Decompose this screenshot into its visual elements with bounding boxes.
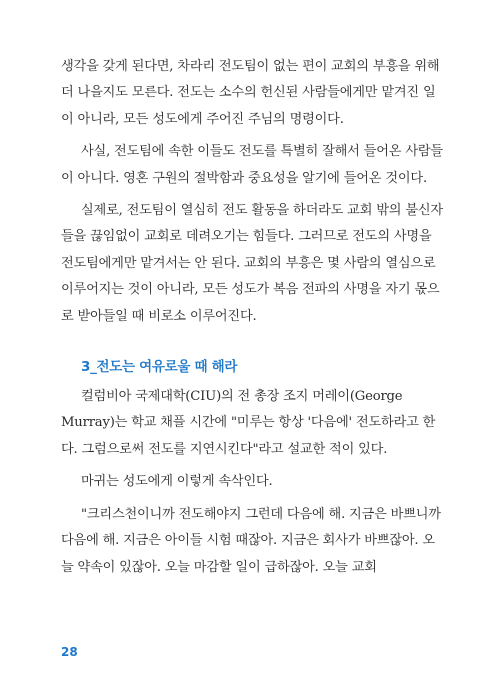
section-heading: 3_전도는 여유로울 때 해라 <box>81 359 238 376</box>
paragraph: 컬럼비아 국제대학(CIU)의 전 총장 조지 머레이(George Murray)는 학교 채플 시간에 "미루는 항상 '다음에' 전도하라고 한다. 그럼으로써 전도를 지연시킨다"라고 설교한 적이 있다. <box>61 389 436 457</box>
paragraph: 실제로, 전도팀이 열심히 전도 활동을 하더라도 교회 밖의 불신자들을 끊임없이 교회로 데려오기는 힘들다. 그러므로 전도의 사명을 전도팀에게만 맡겨서는 안 된다. 교회의 부흥은 몇 사람의 열심으로 이루어지는 것이 아니라, 모든 성도가 복음 전파의 사명을 자기 몫으로 받아들일 때 비로소 이루어진다. <box>61 203 443 324</box>
paragraph: 마귀는 성도에게 이렇게 속삭인다. <box>81 474 273 490</box>
paragraph: 사실, 전도팀에 속한 이들도 전도를 특별히 잘해서 들어온 사람들이 아니다. 영혼 구원의 절박함과 중요성을 알기에 들어온 것이다. <box>61 144 443 186</box>
paragraph: 생각을 갖게 된다면, 차라리 전도팀이 없는 편이 교회의 부흥을 위해 더 나을지도 모른다. 전도는 소수의 헌신된 사람들에게만 맡겨진 일이 아니라, 모든 성도에게 주어진 주님의 명령이다. <box>61 59 440 127</box>
page-number: 28 <box>61 645 78 659</box>
body-text <box>61 54 445 581</box>
paragraph: "크리스천이니까 전도해야지 그런데 다음에 해. 지금은 바쁘니까 다음에 해. 지금은 아이들 시험 때잖아. 지금은 회사가 바쁘잖아. 오늘 약속이 있잖아. 오늘 마감할 일이 급하잖아. 오늘 교회 <box>61 506 441 575</box>
